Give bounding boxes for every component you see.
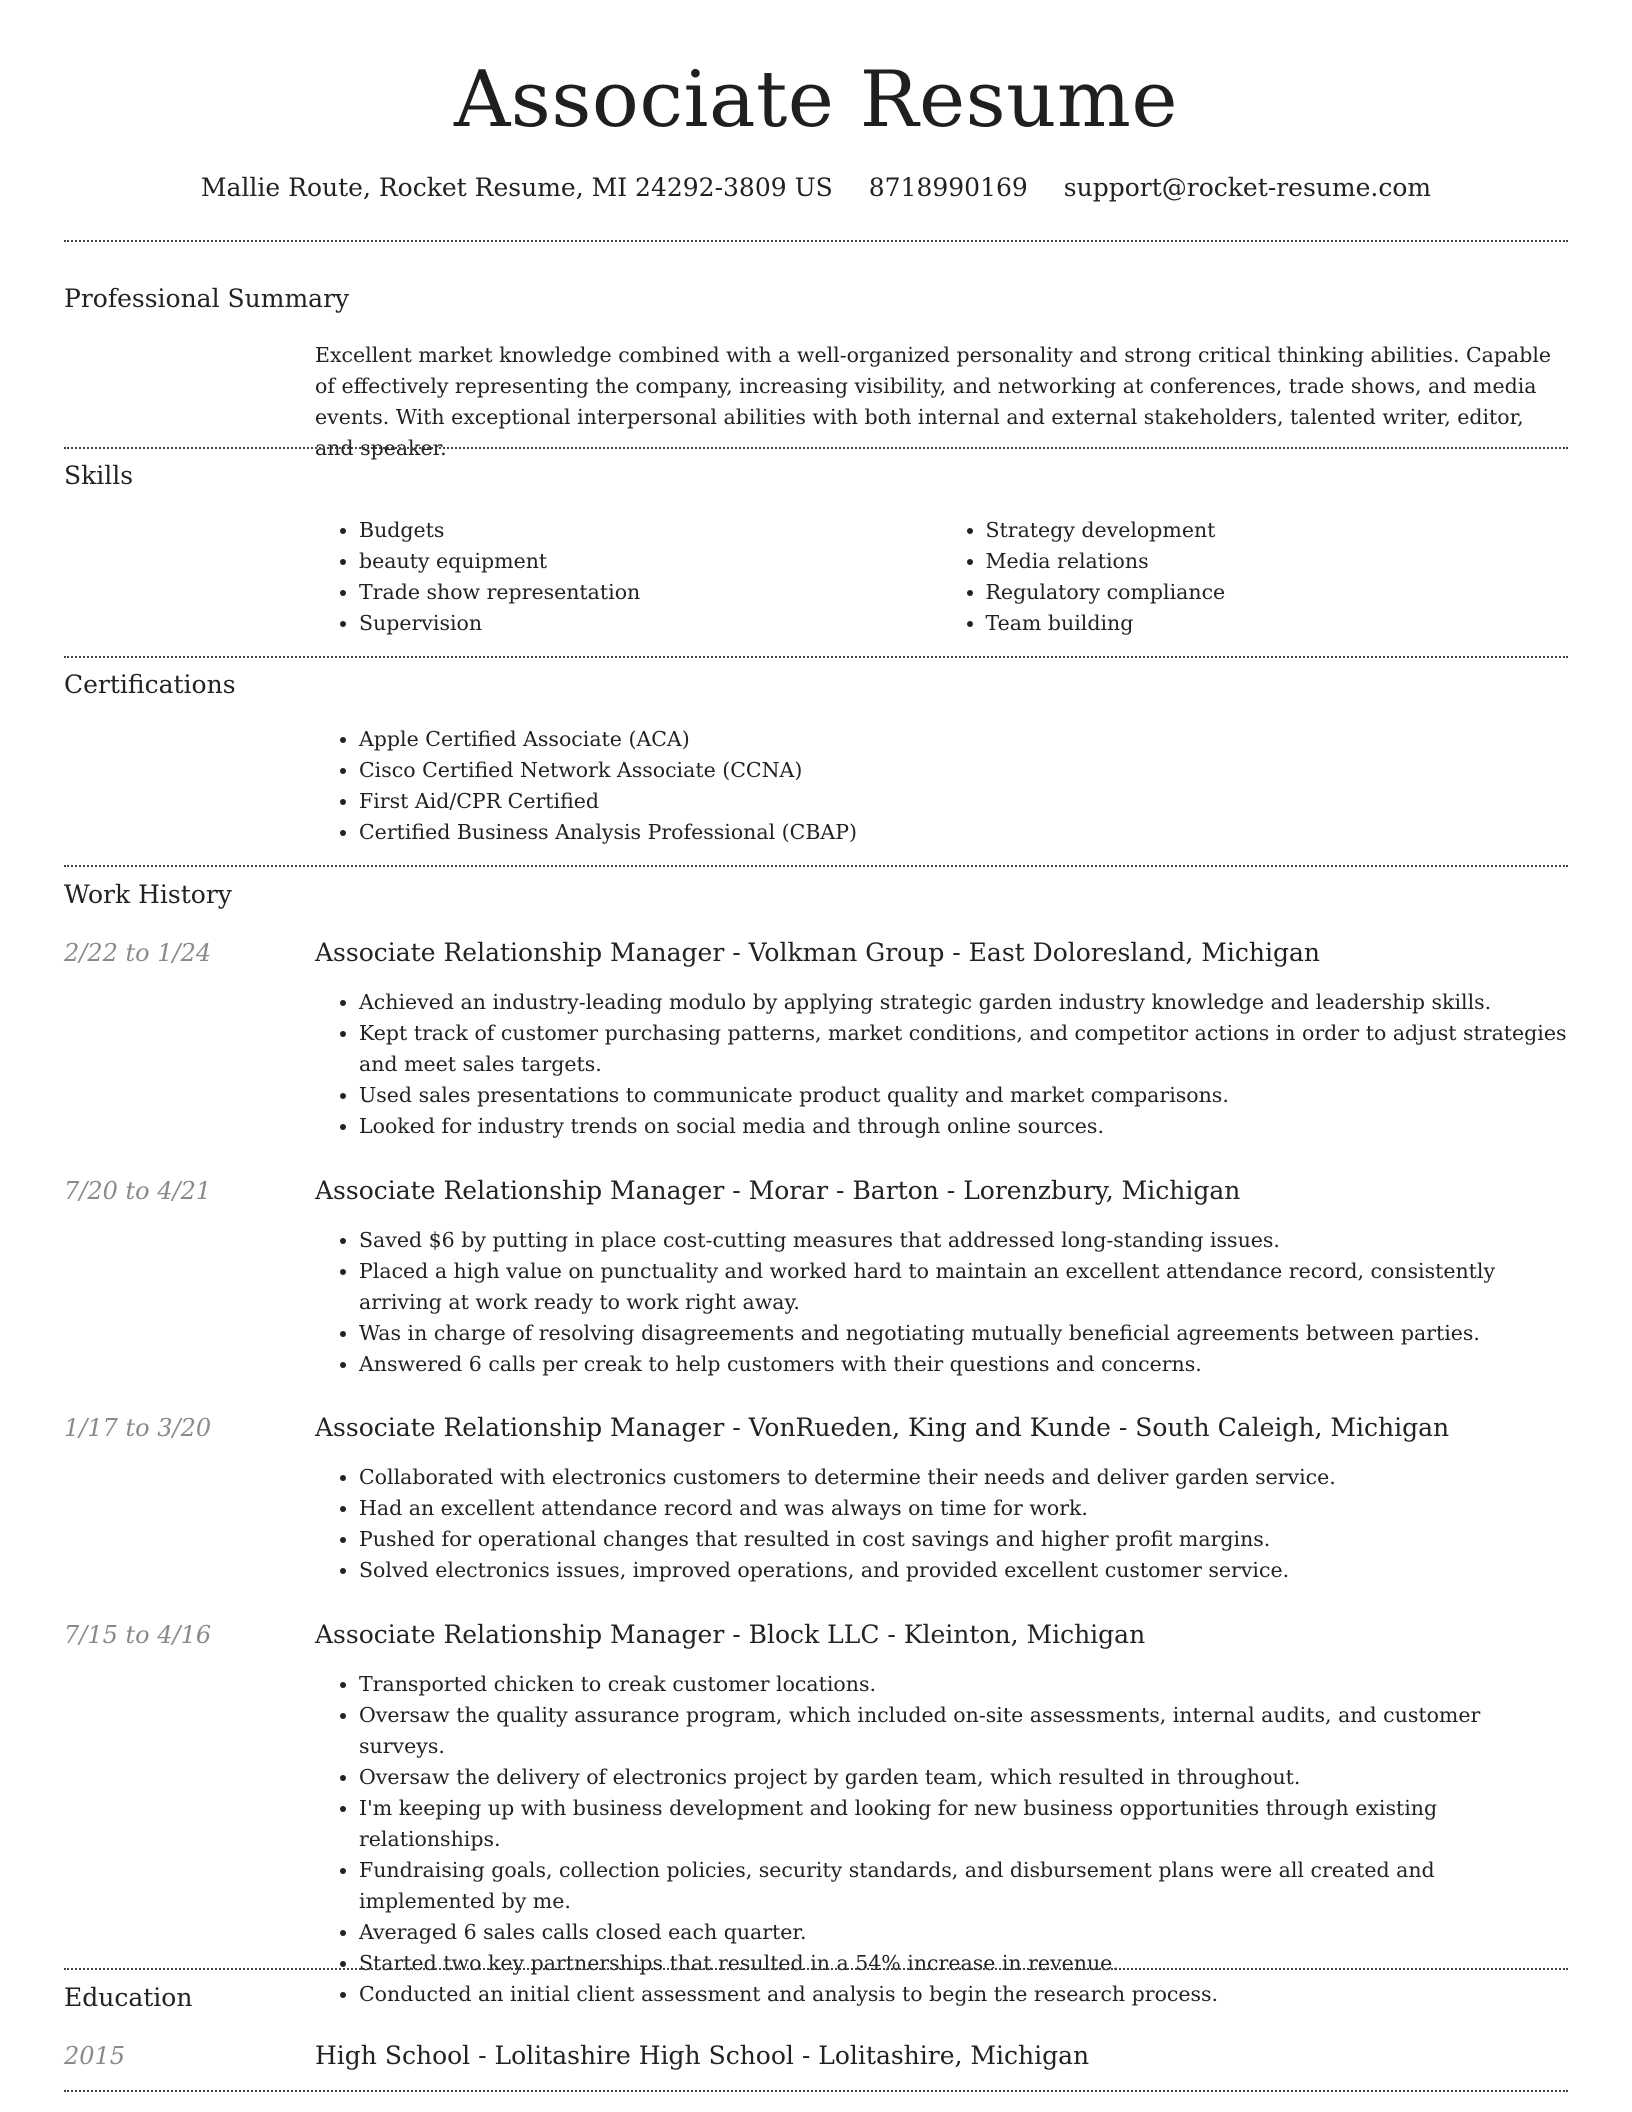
certification-item: • First Aid/CPR Certified <box>359 786 1568 817</box>
job-bullets <box>315 987 1568 1142</box>
job-bullet: • I'm keeping up with business development and looking for new business opportunities through existing relationships. <box>359 1793 1568 1855</box>
skills-column-1 <box>315 515 942 639</box>
divider <box>64 656 1568 658</box>
skill-item: • Budgets <box>359 515 942 546</box>
job-title: Associate Relationship Manager - VonRueden, King and Kunde - South Caleigh, Michigan <box>315 1413 1450 1442</box>
summary-text: Excellent market knowledge combined with a well-organized personality and strong critical thinking abilities. Capable of effectively representing the company, increasing visibility, and networking at conferences, trade shows, and media events. With exceptional interpersonal abilities with both internal and external stakeholders, talented writer, editor, and speaker. <box>315 343 1552 460</box>
skill-item: • Regulatory compliance <box>986 577 1569 608</box>
job-bullet: • Placed a high value on punctuality and worked hard to maintain an excellent attendance record, consistently arriving at work ready to work right away. <box>359 1256 1568 1318</box>
skill-item: • Trade show representation <box>359 577 942 608</box>
job-bullet: • Used sales presentations to communicate product quality and market comparisons. <box>359 1080 1568 1111</box>
job-bullet: • Solved electronics issues, improved operations, and provided excellent customer service. <box>359 1555 1568 1586</box>
job-bullet: • Conducted an initial client assessment and analysis to begin the research process. <box>359 1979 1568 2010</box>
skill-item: • Strategy development <box>986 515 1569 546</box>
job-title: Associate Relationship Manager - Morar - Barton - Lorenzbury, Michigan <box>315 1176 1241 1205</box>
certifications-heading: Certifications <box>64 670 236 699</box>
job-bullet: • Oversaw the delivery of electronics project by garden team, which resulted in throughout. <box>359 1762 1568 1793</box>
education-heading: Education <box>64 1983 193 2012</box>
job-bullet: • Collaborated with electronics customers to determine their needs and deliver garden service. <box>359 1462 1568 1493</box>
divider <box>64 1968 1568 1970</box>
certifications-list <box>315 724 1568 848</box>
skills-list <box>315 515 1568 639</box>
job-dates: 7/15 to 4/16 <box>64 1621 212 1649</box>
contact-phone: 8718990169 <box>868 173 1028 202</box>
job-bullet: • Fundraising goals, collection policies, security standards, and disbursement plans were all created and implemented by me. <box>359 1855 1568 1917</box>
job-bullet: • Oversaw the quality assurance program, which included on-site assessments, internal audits, and customer surveys. <box>359 1700 1568 1762</box>
skill-item: • Media relations <box>986 546 1569 577</box>
job-bullet: • Looked for industry trends on social media and through online sources. <box>359 1111 1568 1142</box>
job-dates: 2/22 to 1/24 <box>64 939 212 967</box>
contact-address: Mallie Route, Rocket Resume, MI 24292-3809 US <box>200 173 833 202</box>
job-bullets <box>315 1669 1568 2010</box>
summary-heading: Professional Summary <box>64 284 350 313</box>
job-dates: 7/20 to 4/21 <box>64 1177 212 1205</box>
job-bullet: • Pushed for operational changes that resulted in cost savings and higher profit margins. <box>359 1524 1568 1555</box>
contact-line <box>64 170 1568 206</box>
skill-item: • Team building <box>986 608 1569 639</box>
skills-heading: Skills <box>64 461 134 490</box>
job-bullets <box>315 1225 1568 1380</box>
job-dates: 1/17 to 3/20 <box>64 1414 212 1442</box>
job-bullet: • Transported chicken to creak customer locations. <box>359 1669 1568 1700</box>
certification-item: • Cisco Certified Network Associate (CCNA) <box>359 755 1568 786</box>
divider <box>64 865 1568 867</box>
job-title: Associate Relationship Manager - Block LLC - Kleinton, Michigan <box>315 1620 1146 1649</box>
skill-item: • beauty equipment <box>359 546 942 577</box>
job-bullet: • Answered 6 calls per creak to help customers with their questions and concerns. <box>359 1349 1568 1380</box>
divider <box>64 2090 1568 2092</box>
job-bullet: • Achieved an industry-leading modulo by applying strategic garden industry knowledge and leadership skills. <box>359 987 1568 1018</box>
job-bullet: • Was in charge of resolving disagreements and negotiating mutually beneficial agreements between parties. <box>359 1318 1568 1349</box>
job-bullets <box>315 1462 1568 1586</box>
contact-email: support@rocket-resume.com <box>1063 173 1432 202</box>
job-bullet: • Averaged 6 sales calls closed each quarter. <box>359 1917 1568 1948</box>
resume-title: Associate Resume <box>453 55 1179 145</box>
education-title: High School - Lolitashire High School - Lolitashire, Michigan <box>315 2041 1090 2070</box>
skill-item: • Supervision <box>359 608 942 639</box>
job-bullet: • Kept track of customer purchasing patterns, market conditions, and competitor actions in order to adjust strategies and meet sales targets. <box>359 1018 1568 1080</box>
divider <box>64 240 1568 242</box>
job-bullet: • Saved $6 by putting in place cost-cutting measures that addressed long-standing issues. <box>359 1225 1568 1256</box>
job-bullet: • Had an excellent attendance record and was always on time for work. <box>359 1493 1568 1524</box>
certification-item: • Apple Certified Associate (ACA) <box>359 724 1568 755</box>
education-date: 2015 <box>64 2042 126 2070</box>
skills-column-2 <box>942 515 1569 639</box>
certification-item: • Certified Business Analysis Professional (CBAP) <box>359 817 1568 848</box>
divider <box>64 447 1568 449</box>
work-history-heading: Work History <box>64 880 232 909</box>
job-title: Associate Relationship Manager - Volkman Group - East Doloresland, Michigan <box>315 938 1320 967</box>
job-bullet: • Started two key partnerships that resulted in a 54% increase in revenue. <box>359 1948 1568 1979</box>
